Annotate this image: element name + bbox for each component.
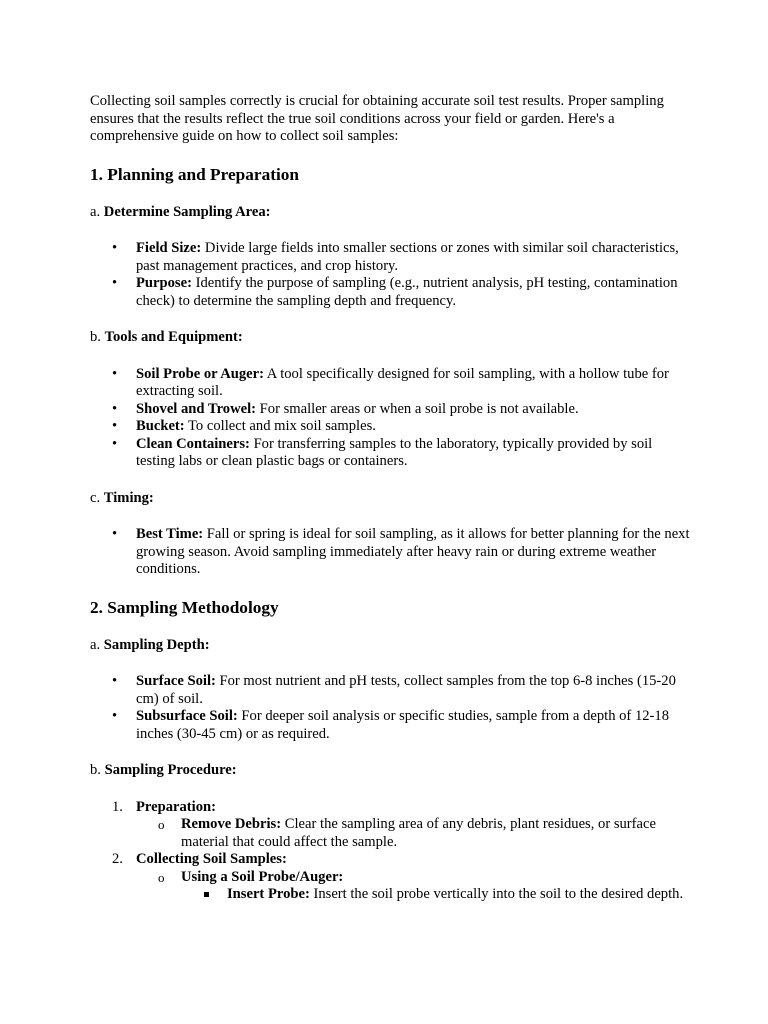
bullet-list: [90, 526, 690, 579]
subsection-sampling-procedure: [90, 762, 690, 780]
sub-list: [136, 869, 690, 904]
section-heading-methodology: 2. Sampling Methodology: [90, 597, 279, 617]
item-term: Best Time:: [136, 526, 204, 542]
step-title: Collecting Soil Samples:: [136, 851, 287, 867]
list-item: [90, 526, 690, 579]
numbered-step: [90, 799, 690, 852]
subsection-sampling-depth: [90, 637, 690, 655]
bullet-list: [90, 240, 690, 310]
step-title: Preparation:: [136, 798, 216, 815]
item-term: Purpose:: [136, 275, 192, 291]
subsection-title: Determine Sampling Area:: [103, 203, 271, 220]
sub-sub-list: [181, 886, 690, 904]
subsection-prefix: c.: [90, 489, 104, 506]
sub-list: [136, 816, 690, 851]
list-item: [90, 275, 690, 310]
document-page: [90, 93, 690, 904]
subsection-title: Sampling Procedure:: [104, 762, 237, 778]
subsection-determine-area: [90, 204, 690, 222]
sub-sub-list-item: [181, 886, 690, 904]
item-text: Divide large fields into smaller sections or zones with similar soil characteristics, past management practices, and crop history.: [136, 240, 679, 274]
item-text: For deeper soil analysis or specific studies, sample from a depth of 12-18 inches (30-45 cm) or as required.: [136, 708, 669, 742]
item-term: Surface Soil:: [136, 673, 216, 689]
item-term: Soil Probe or Auger:: [136, 365, 264, 382]
subsection-prefix: b.: [90, 329, 105, 345]
list-item: [90, 708, 690, 743]
subsection-tools: [90, 329, 690, 347]
list-item: [90, 436, 690, 471]
item-text: A tool specifically designed for soil sampling, with a hollow tube for extracting soil.: [136, 365, 669, 399]
subsection-prefix: a.: [90, 203, 104, 220]
numbered-list: [90, 799, 690, 904]
item-text: Clear the sampling area of any debris, plant residues, or surface material that could affect the sample.: [181, 816, 656, 850]
item-text: Insert the soil probe vertically into the soil to the desired depth.: [309, 886, 684, 902]
list-item: [90, 366, 690, 401]
sub-list-item: [136, 869, 690, 904]
intro-paragraph: Collecting soil samples correctly is crucial for obtaining accurate soil test results. Proper sampling ensures that the results reflect the true soil conditions across your field or garden. Here's a comprehensive guide on how to collect soil samples:: [90, 93, 664, 144]
subsection-timing: [90, 490, 690, 508]
item-text: To collect and mix soil samples.: [184, 418, 376, 434]
list-item: [90, 418, 690, 436]
bullet-list: [90, 366, 690, 471]
list-item: [90, 673, 690, 708]
list-item: [90, 401, 690, 419]
item-text: Fall or spring is ideal for soil sampling, as it allows for better planning for the next growing season. Avoid sampling immediately after heavy rain or during extreme weather conditions.: [136, 526, 690, 577]
list-item: [90, 240, 690, 275]
step-number: 2.: [112, 851, 123, 867]
sub-list-item: [136, 816, 690, 851]
subsection-prefix: a.: [90, 636, 104, 653]
item-text: Identify the purpose of sampling (e.g., nutrient analysis, pH testing, contamination check) to determine the sampling depth and frequency.: [136, 275, 678, 309]
item-term: Bucket:: [136, 418, 185, 434]
item-term: Insert Probe:: [227, 886, 310, 902]
subsection-title: Timing:: [103, 489, 154, 506]
subsection-prefix: b.: [90, 762, 105, 778]
item-text: For smaller areas or when a soil probe is not available.: [256, 400, 579, 417]
subsection-title: Sampling Depth:: [103, 636, 210, 653]
item-term: Remove Debris:: [181, 816, 282, 832]
bullet-list: [90, 673, 690, 743]
subsection-title: Tools and Equipment:: [104, 329, 243, 345]
step-number: 1.: [112, 798, 123, 815]
item-text: For transferring samples to the laboratory, typically provided by soil testing labs or clean plastic bags or containers.: [136, 435, 653, 469]
numbered-step: [90, 851, 690, 904]
item-term: Field Size:: [136, 240, 202, 256]
item-term: Shovel and Trowel:: [136, 400, 257, 417]
item-term: Clean Containers:: [136, 435, 250, 452]
item-term: Subsurface Soil:: [136, 708, 238, 724]
item-term: Using a Soil Probe/Auger:: [181, 868, 344, 885]
section-heading-planning: 1. Planning and Preparation: [90, 164, 300, 184]
item-text: For most nutrient and pH tests, collect samples from the top 6-8 inches (15-20 cm) of soil.: [136, 673, 676, 707]
